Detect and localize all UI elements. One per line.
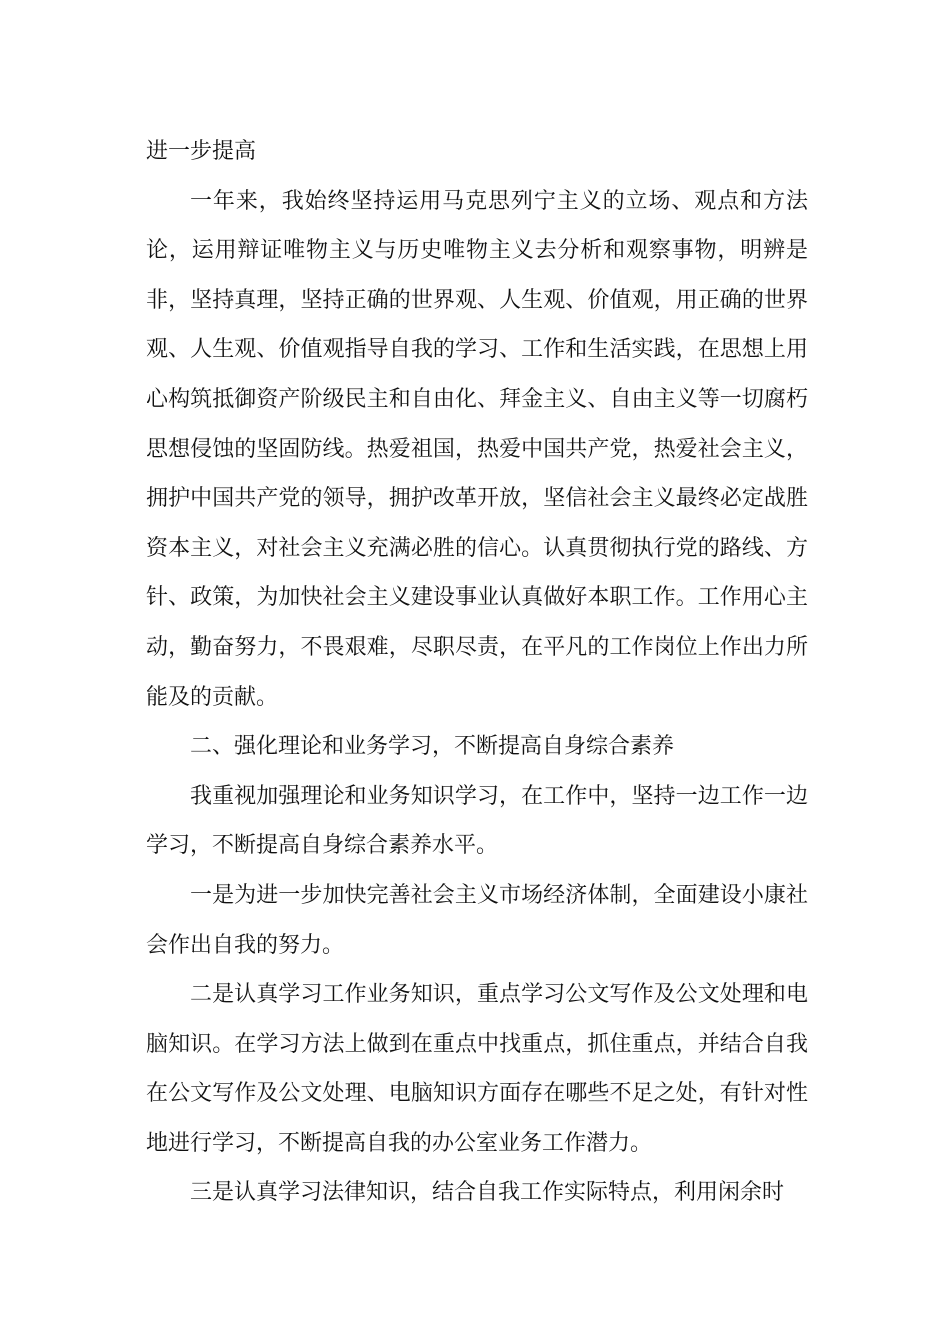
paragraph-continuation: 进一步提高 — [146, 139, 257, 164]
section-heading-study: 二、强化理论和业务学习，不断提高自身综合素养 — [190, 734, 675, 760]
document-body — [146, 127, 808, 1218]
paragraph-ideology: 一年来，我始终坚持运用马克思列宁主义的立场、观点和方法论，运用辩证唯物主义与历史唯物主义去分析和观察事物，明辨是非，坚持真理，坚持正确的世界观、人生观、价值观，用正确的世界观、人生观、价值观指导自我的学习、工作和生活实践，在思想上用心构筑抵御资产阶级民主和自由化、拜金主义、自由主义等一切腐朽思想侵蚀的坚固防线。热爱祖国，热爱中国共产党，热爱社会主义，拥护中国共产党的领导，拥护改革开放，坚信社会主义最终必定战胜资本主义，对社会主义充满必胜的信心。认真贯彻执行党的路线、方针、政策，为加快社会主义建设事业认真做好本职工作。工作用心主动，勤奋努力，不畏艰难，尽职尽责，在平凡的工作岗位上作出力所能及的贡献。 — [146, 188, 808, 710]
paragraph-point-one: 一是为进一步加快完善社会主义市场经济体制，全面建设小康社会作出自我的努力。 — [146, 882, 808, 958]
paragraph-point-three: 三是认真学习法律知识，结合自我工作实际特点，利用闲余时 — [190, 1180, 785, 1206]
paragraph-study-intro: 我重视加强理论和业务知识学习，在工作中，坚持一边工作一边学习，不断提高自身综合素养水平。 — [146, 783, 808, 859]
paragraph-point-two: 二是认真学习工作业务知识，重点学习公文写作及公文处理和电脑知识。在学习方法上做到在重点中找重点，抓住重点，并结合自我在公文写作及公文处理、电脑知识方面存在哪些不足之处，有针对性地进行学习，不断提高自我的办公室业务工作潜力。 — [146, 982, 808, 1156]
